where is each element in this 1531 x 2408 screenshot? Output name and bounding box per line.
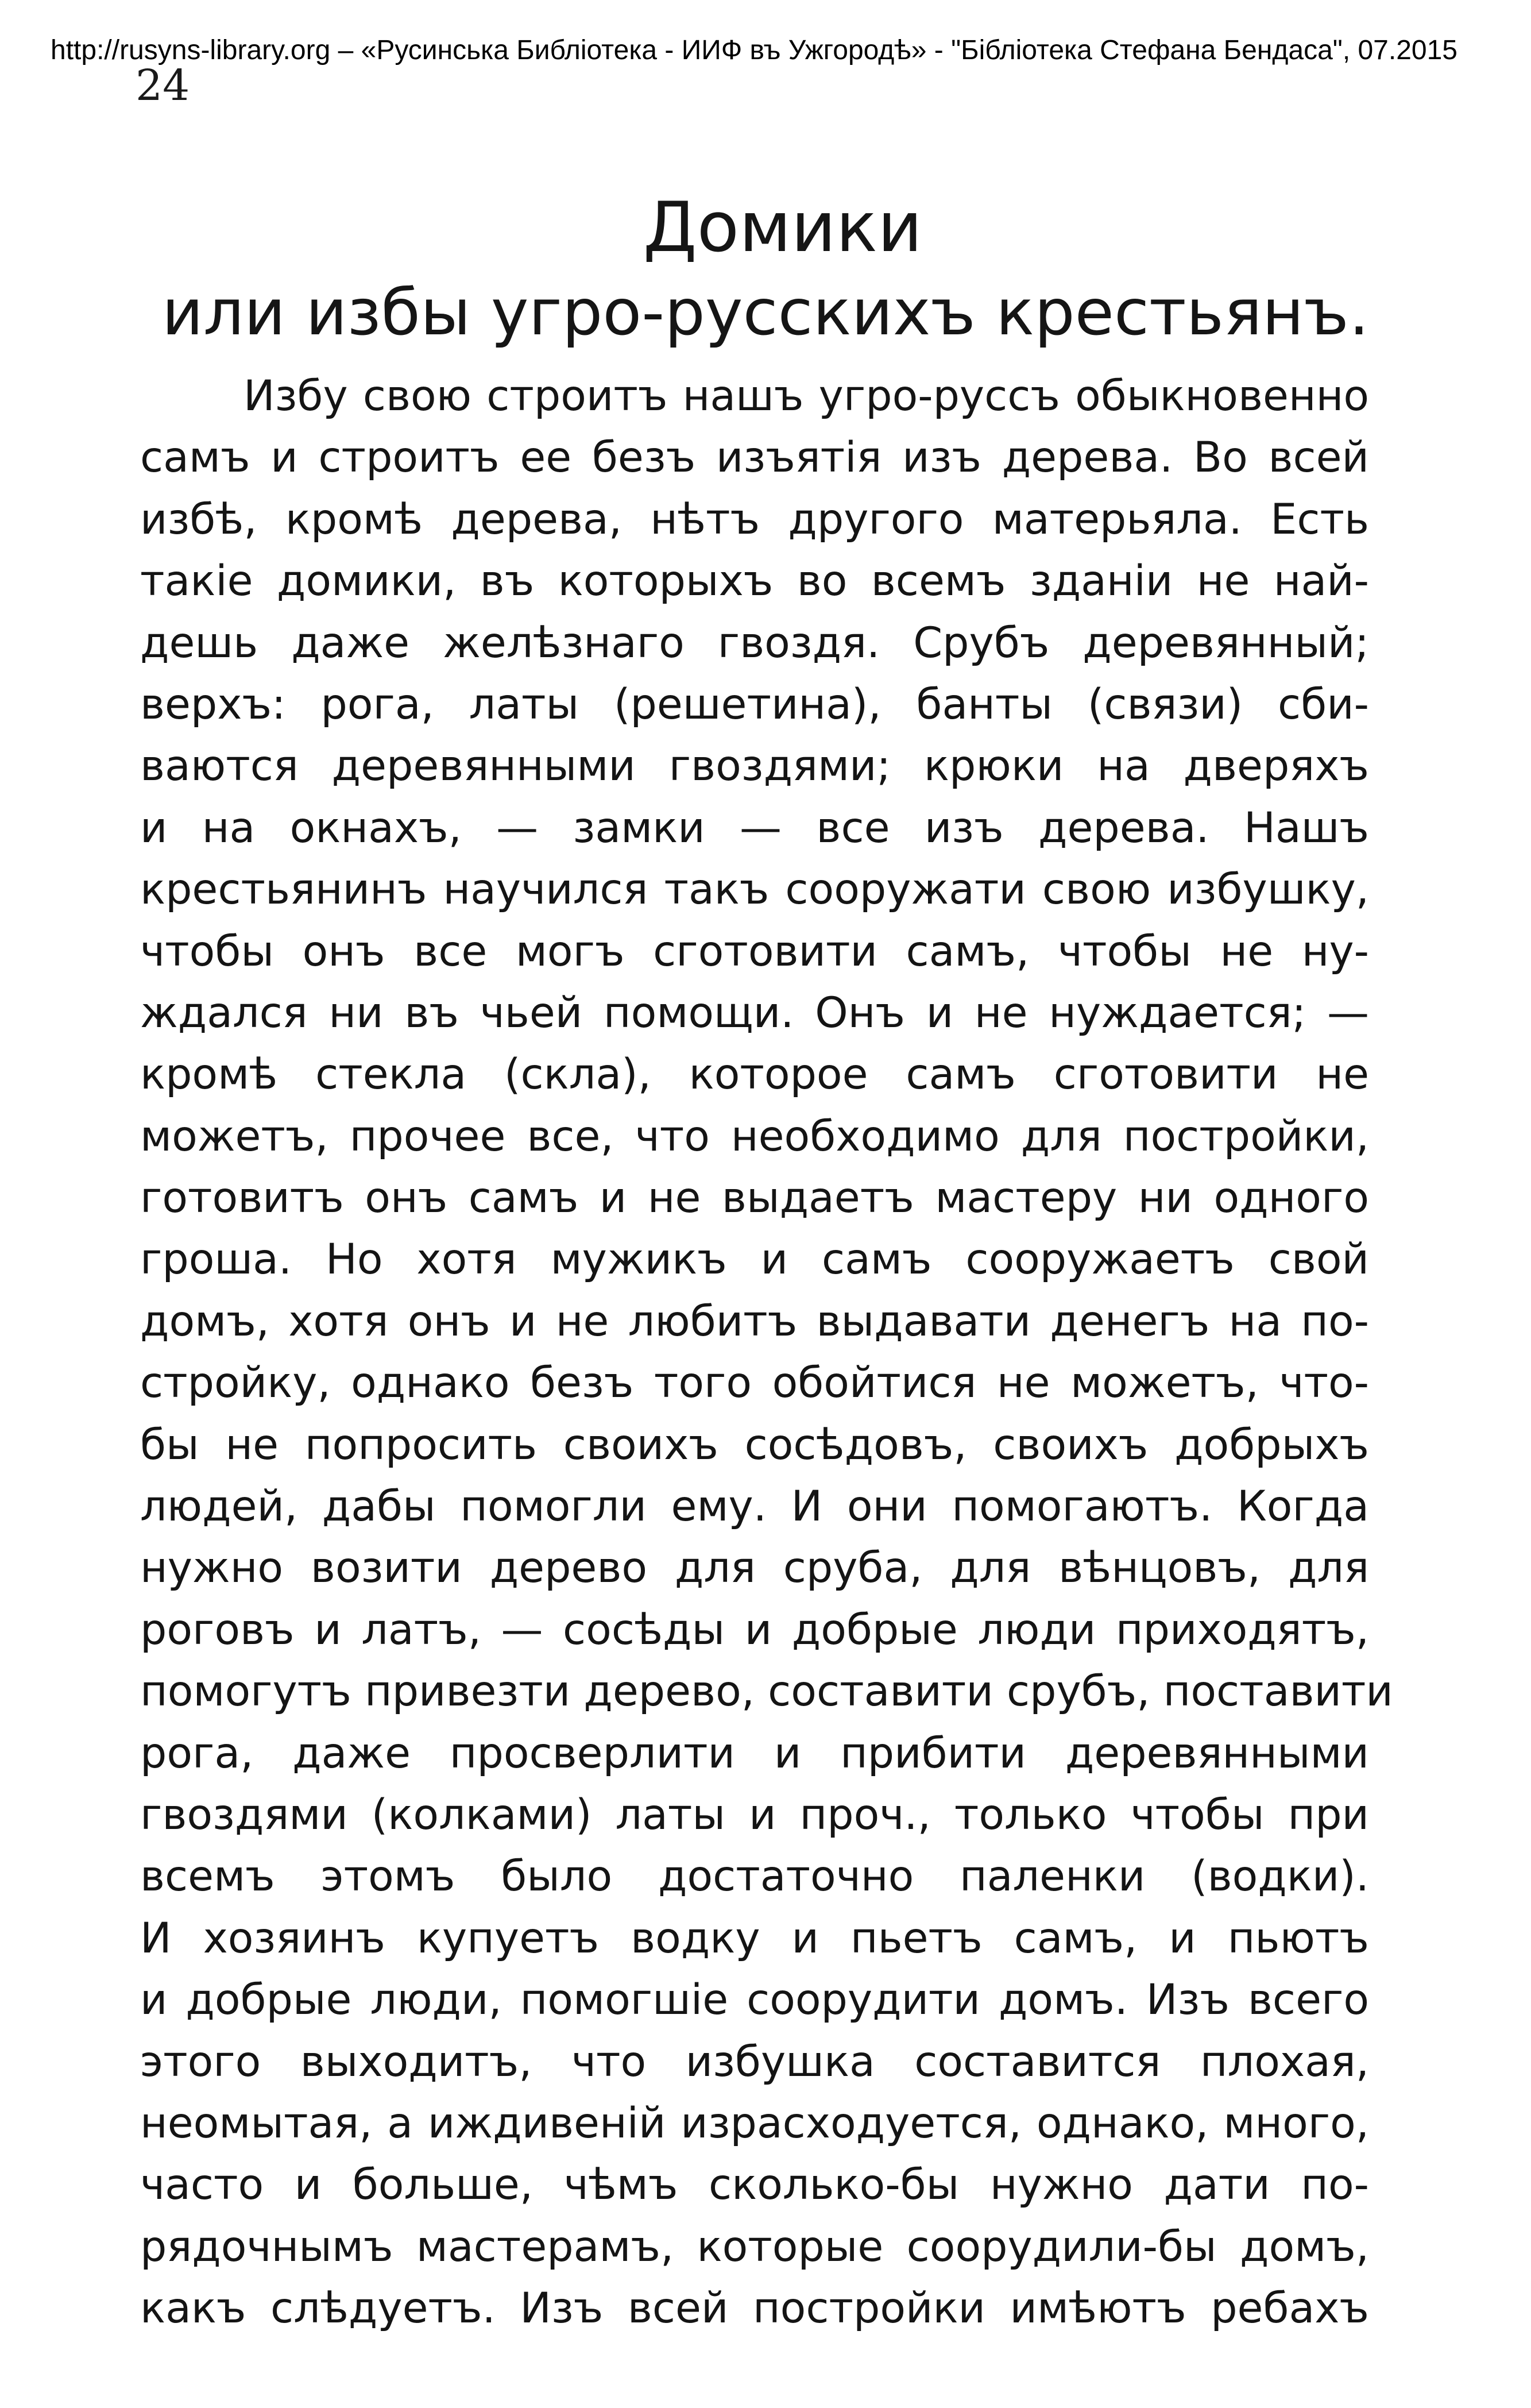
text-line: самъ и строитъ ее безъ изъятія изъ дерева. Во всей xyxy=(140,433,1369,483)
text-line: всемъ этомъ было достаточно паленки (водки). xyxy=(140,1852,1369,1901)
text-line: избѣ, кромѣ дерева, нѣтъ другого матерьяла. Есть xyxy=(140,495,1369,544)
text-line: этого выходитъ, что избушка составится плохая, xyxy=(140,2037,1369,2086)
text-line: такіе домики, въ которыхъ во всемъ зданіи не най- xyxy=(140,557,1369,606)
text-line: домъ, хотя онъ и не любитъ выдавати денегъ на по- xyxy=(140,1296,1369,1346)
text-line: стройку, однако безъ того обойтися не можетъ, что- xyxy=(140,1359,1369,1408)
text-line: Избу свою строитъ нашъ угро-руссъ обыкновенно xyxy=(243,372,1369,420)
text-line: гвоздями (колками) латы и проч., только чтобы при xyxy=(140,1790,1369,1839)
body-text xyxy=(140,365,1393,2340)
chapter-title: Домики xyxy=(643,188,923,268)
text-line: ваются деревянными гвоздями; крюки на дверяхъ xyxy=(140,742,1369,791)
text-line: ждался ни въ чьей помощи. Онъ и не нуждается; — xyxy=(140,988,1369,1037)
text-line: рога, даже просверлити и прибити деревянными xyxy=(140,1728,1369,1778)
chapter-subtitle: или избы угро-русскихъ крестьянъ. xyxy=(161,276,1370,350)
text-line: кромѣ стекла (скла), которое самъ сготовити не xyxy=(140,1050,1369,1099)
page-number: 24 xyxy=(136,61,190,110)
text-line: верхъ: рога, латы (решетина), банты (связи) сби- xyxy=(140,680,1369,729)
text-line: рядочнымъ мастерамъ, которые соорудили-бы домъ, xyxy=(140,2222,1369,2271)
source-url: http://rusyns-library.org – «Русинська Библіотека - ИИФ въ Ужгородѣ» - "Бібліотека Стефана Бендаса", 07.2015 xyxy=(51,35,1457,65)
text-line: какъ слѣдуетъ. Изъ всей постройки имѣютъ ребахъ xyxy=(140,2284,1369,2333)
text-line: часто и больше, чѣмъ сколько-бы нужно дати по- xyxy=(140,2160,1369,2210)
text-line: можетъ, прочее все, что необходимо для постройки, xyxy=(140,1112,1369,1161)
text-line: неомытая, а иждивеній израсходуется, однако, много, xyxy=(140,2098,1369,2148)
text-line: и на окнахъ, — замки — все изъ дерева. Нашъ xyxy=(140,803,1369,852)
text-line: нужно возити дерево для сруба, для вѣнцовъ, для xyxy=(140,1543,1369,1593)
text-line: чтобы онъ все могъ сготовити самъ, чтобы не ну- xyxy=(140,927,1369,976)
text-line: помогутъ привезти дерево, составити срубъ, поставити xyxy=(140,1667,1393,1716)
text-line: крестьянинъ научился такъ сооружати свою избушку, xyxy=(140,865,1369,914)
text-line: гроша. Но хотя мужикъ и самъ сооружаетъ свой xyxy=(140,1235,1369,1284)
text-line: И хозяинъ купуетъ водку и пьетъ самъ, и пьютъ xyxy=(140,1913,1369,1963)
text-line: бы не попросить своихъ сосѣдовъ, своихъ добрыхъ xyxy=(140,1420,1369,1469)
text-line: дешь даже желѣзнаго гвоздя. Срубъ деревянный; xyxy=(140,618,1369,667)
text-line: роговъ и латъ, — сосѣды и добрые люди приходятъ, xyxy=(140,1605,1369,1654)
text-line: и добрые люди, помогшіе соорудити домъ. Изъ всего xyxy=(140,1975,1369,2025)
text-line: готовитъ онъ самъ и не выдаетъ мастеру ни одного xyxy=(140,1174,1369,1223)
text-line: людей, дабы помогли ему. И они помогаютъ. Когда xyxy=(140,1482,1369,1531)
